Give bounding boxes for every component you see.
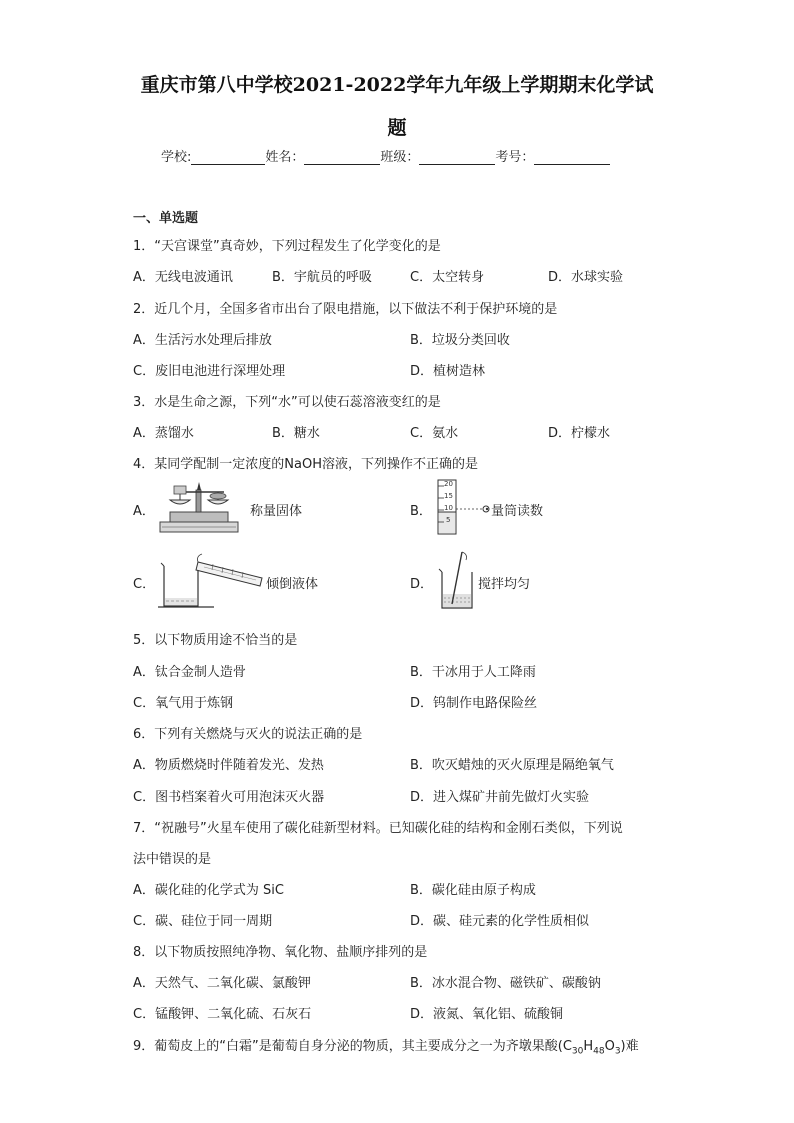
q9-stem-text: 9．葡萄皮上的“白霜”是葡萄自身分泌的物质，其主要成分之一为齐墩果酸(C [133, 1039, 572, 1054]
q5-option-c[interactable]: C．氧气用于炼钢 [133, 696, 234, 711]
q7-option-d[interactable]: D．碳、硅元素的化学性质相似 [410, 914, 590, 929]
q6-option-c[interactable]: C．图书档案着火可用泡沫灭火器 [133, 790, 325, 805]
number-blank[interactable] [534, 150, 610, 165]
q9-o: O [604, 1039, 615, 1054]
q9-sub-o: 3 [614, 1046, 621, 1057]
q9-stem-tail: )难 [620, 1039, 639, 1054]
q5-option-b[interactable]: B．干冰用于人工降雨 [410, 665, 536, 680]
q3-option-b[interactable]: B．糖水 [272, 426, 320, 441]
q8-stem: 8．以下物质按照纯净物、氧化物、盐顺序排列的是 [133, 945, 428, 960]
q7-option-c[interactable]: C．碳、硅位于同一周期 [133, 914, 273, 929]
q4-option-c[interactable]: C． [133, 577, 156, 592]
q3-option-a[interactable]: A．蒸馏水 [133, 426, 194, 441]
class-blank[interactable] [419, 150, 495, 165]
q3-option-d[interactable]: D．柠檬水 [548, 426, 611, 441]
q1-stem: 1．“天宫课堂”真奇妙，下列过程发生了化学变化的是 [133, 239, 441, 254]
q4-option-a[interactable]: A． [133, 504, 155, 519]
name-blank[interactable] [304, 150, 380, 165]
pouring-liquid-figure [158, 548, 268, 610]
class-label: 班级： [380, 150, 420, 165]
q1-option-a[interactable]: A．无线电波通讯 [133, 270, 233, 285]
section-heading: 一、单选题 [133, 211, 199, 226]
q4-option-b[interactable]: B． [410, 504, 432, 519]
q8-option-c[interactable]: C．锰酸钾、二氧化硫、石灰石 [133, 1007, 312, 1022]
name-label: 姓名： [265, 150, 305, 165]
cylinder-tick-15: 15 [444, 492, 453, 500]
q5-option-a[interactable]: A．钛合金制人造骨 [133, 665, 246, 680]
q2-option-a[interactable]: A．生活污水处理后排放 [133, 333, 272, 348]
q4-stem: 4．某同学配制一定浓度的NaOH溶液，下列操作不正确的是 [133, 457, 478, 472]
q8-option-b[interactable]: B．冰水混合物、磁铁矿、碳酸钠 [410, 976, 601, 991]
q4-option-d-label: 搅拌均匀 [478, 577, 531, 592]
q7-stem-line1: 7．“祝融号”火星车使用了碳化硅新型材料。已知碳化硅的结构和金刚石类似，下列说 [133, 821, 623, 836]
school-blank[interactable] [191, 150, 265, 165]
q4-option-a-label: 称量固体 [250, 504, 303, 519]
q4-option-c-label: 倾倒液体 [266, 577, 319, 592]
q9-stem [133, 1035, 639, 1057]
cylinder-tick-10: 10 [444, 504, 453, 512]
graduated-cylinder-figure [434, 478, 494, 536]
q2-option-d[interactable]: D．植树造林 [410, 364, 486, 379]
q6-option-b[interactable]: B．吹灭蜡烛的灭火原理是隔绝氧气 [410, 758, 614, 773]
q2-stem: 2．近几个月，全国多省市出台了限电措施，以下做法不利于保护环境的是 [133, 302, 558, 317]
q8-option-a[interactable]: A．天然气、二氧化碳、氯酸钾 [133, 976, 311, 991]
q7-stem-line2: 法中错误的是 [133, 852, 212, 867]
q6-stem: 6．下列有关燃烧与灭火的说法正确的是 [133, 727, 363, 742]
cylinder-tick-20: 20 [444, 480, 453, 488]
q5-stem: 5．以下物质用途不恰当的是 [133, 633, 298, 648]
balance-figure [158, 478, 240, 534]
q3-option-c[interactable]: C．氨水 [410, 426, 459, 441]
q1-option-b[interactable]: B．宇航员的呼吸 [272, 270, 372, 285]
q2-option-c[interactable]: C．废旧电池进行深埋处理 [133, 364, 286, 379]
q9-h: H [583, 1039, 594, 1054]
q6-option-d[interactable]: D．进入煤矿井前先做灯火实验 [410, 790, 590, 805]
q8-option-d[interactable]: D．液氮、氧化铝、硫酸铜 [410, 1007, 564, 1022]
q5-option-d[interactable]: D．钨制作电路保险丝 [410, 696, 538, 711]
student-info-row [161, 146, 610, 165]
cylinder-tick-5: 5 [446, 516, 451, 524]
q1-option-d[interactable]: D．水球实验 [548, 270, 624, 285]
q6-option-a[interactable]: A．物质燃烧时伴随着发光、发热 [133, 758, 324, 773]
stirring-figure [438, 548, 478, 612]
q4-option-d[interactable]: D． [410, 577, 434, 592]
q3-stem: 3．水是生命之源，下列“水”可以使石蕊溶液变红的是 [133, 395, 441, 410]
q2-option-b[interactable]: B．垃圾分类回收 [410, 333, 510, 348]
q1-option-c[interactable]: C．太空转身 [410, 270, 485, 285]
document-title-line1: 重庆市第八中学校2021-2022学年九年级上学期期末化学试 [140, 74, 654, 96]
q7-option-a[interactable]: A．碳化硅的化学式为 SiC [133, 883, 284, 898]
number-label: 考号： [495, 150, 535, 165]
q9-sub-h: 48 [593, 1046, 605, 1057]
document-title-line2: 题 [387, 117, 407, 139]
school-label: 学校: [161, 150, 192, 165]
q7-option-b[interactable]: B．碳化硅由原子构成 [410, 883, 536, 898]
q4-option-b-label: 量筒读数 [491, 504, 544, 519]
q9-sub-c: 30 [571, 1046, 584, 1057]
